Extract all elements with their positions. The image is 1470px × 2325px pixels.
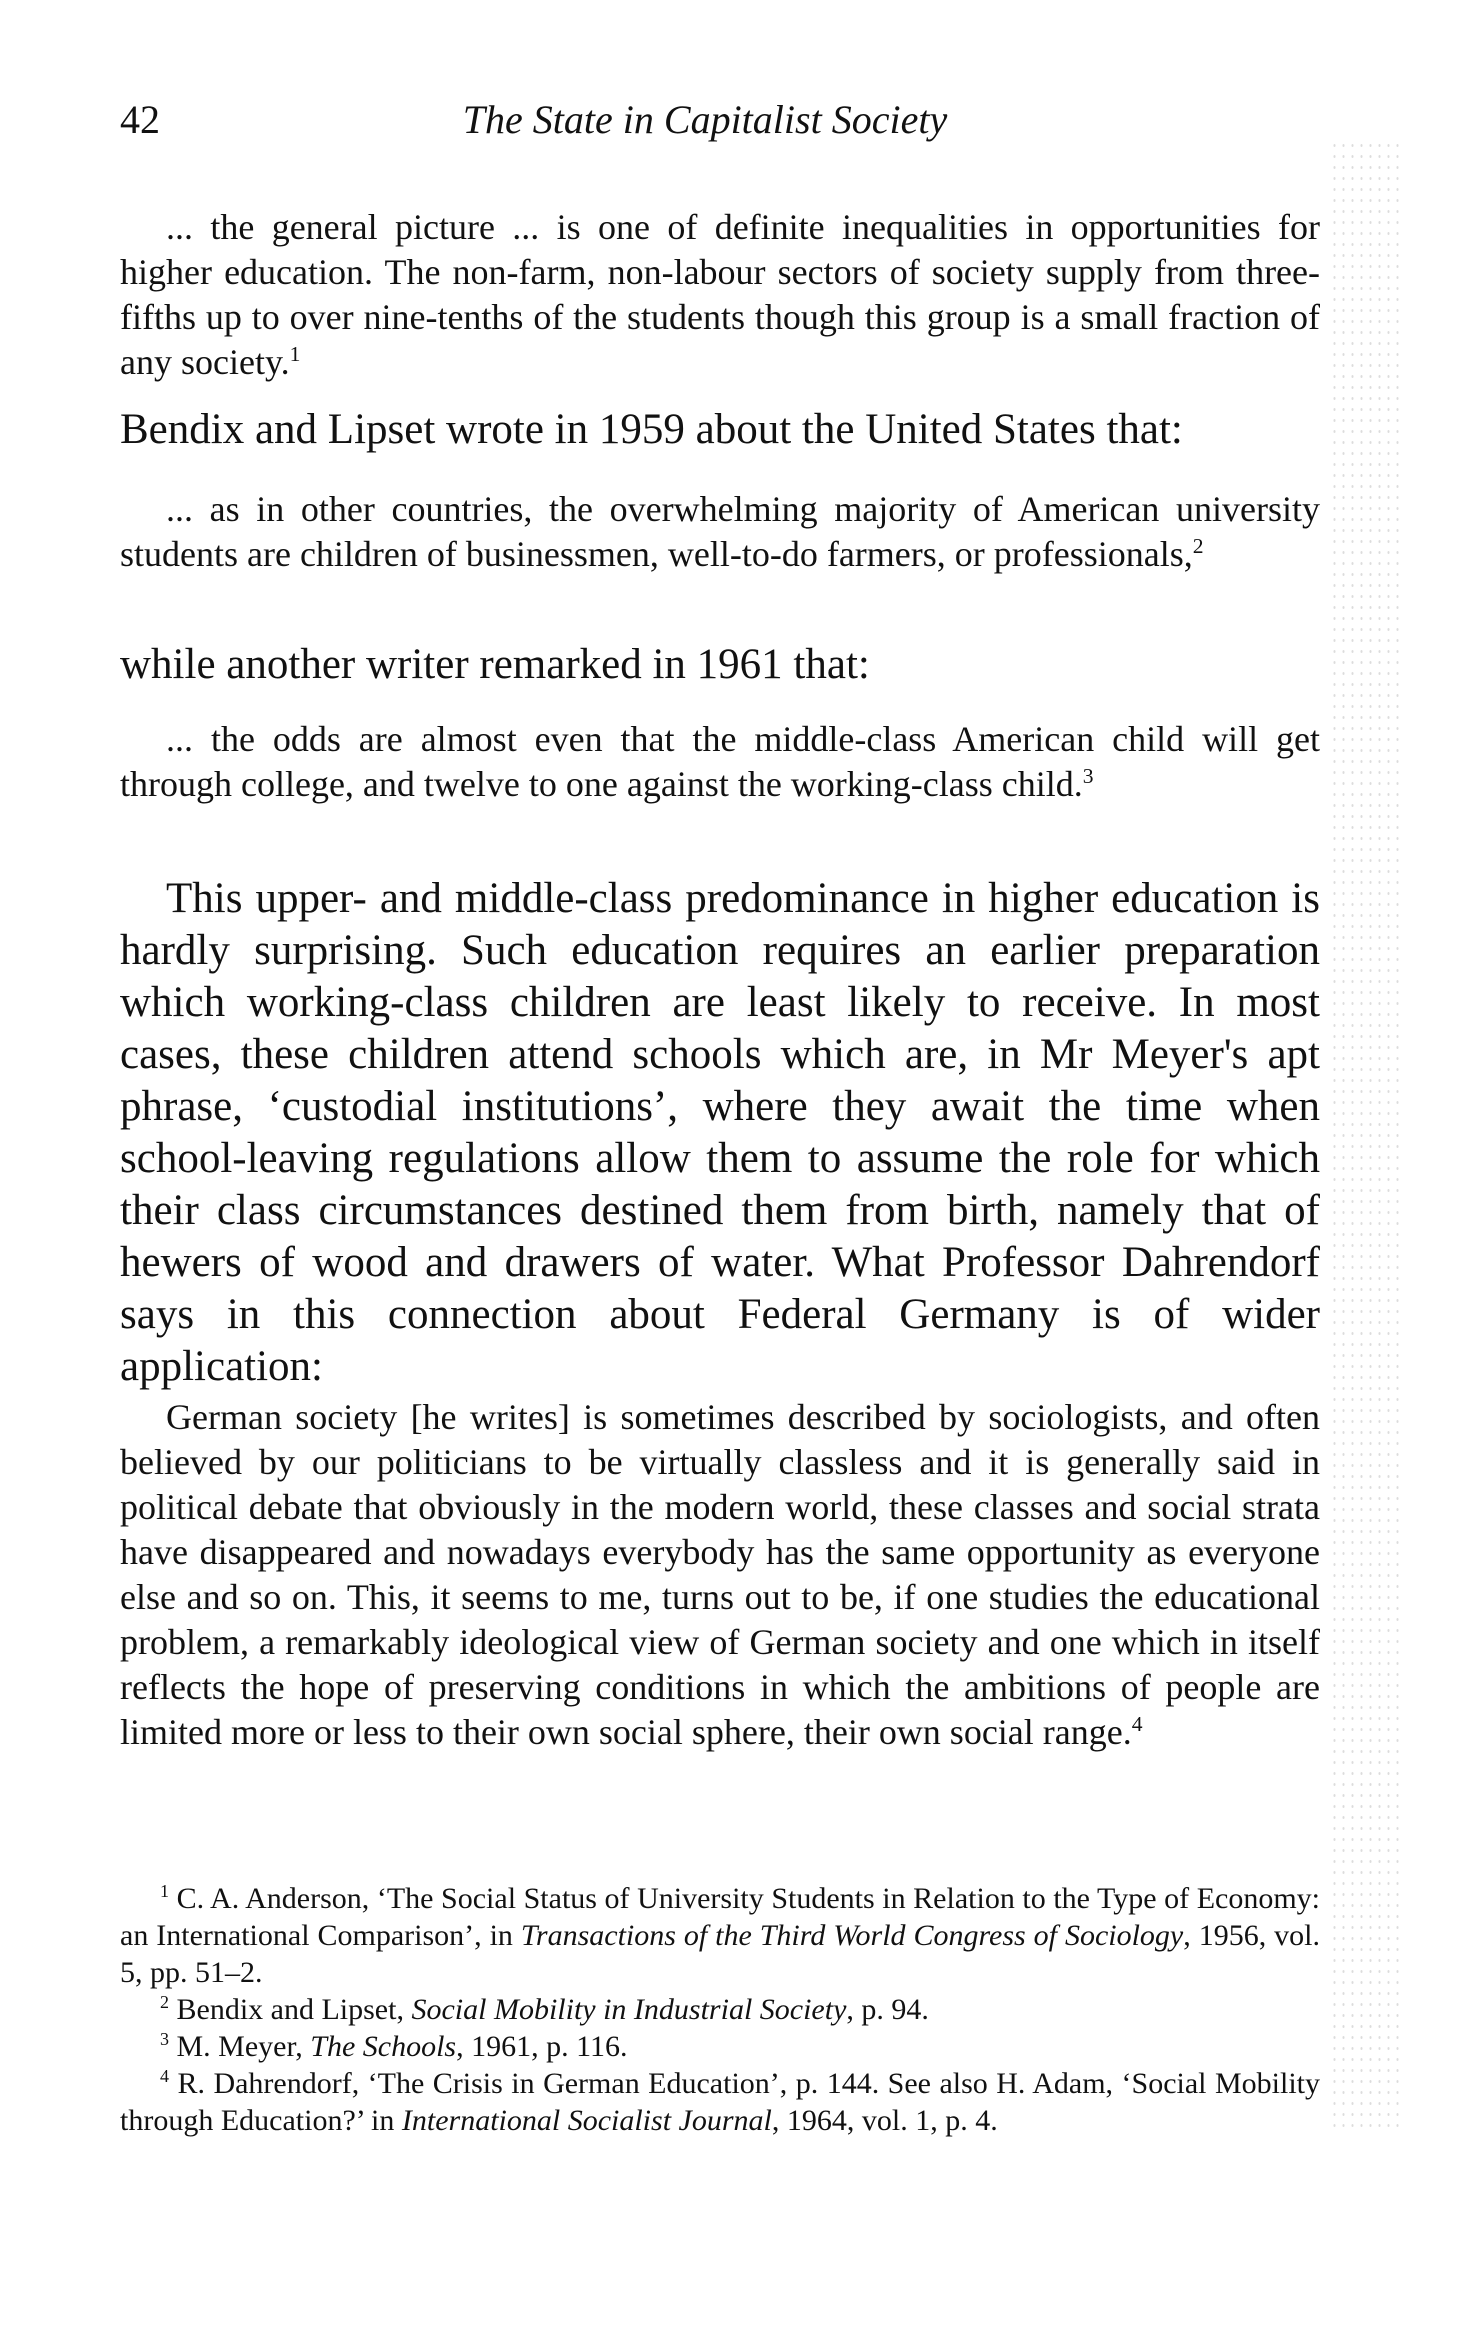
block-quote-2 (120, 487, 1320, 577)
footnotes (120, 1880, 1320, 2139)
footnote-2-pre: Bendix and Lipset, (176, 1993, 412, 2026)
footnote-2-post: , p. 94. (846, 1993, 929, 2026)
body-paragraph (120, 873, 1320, 1393)
footnote-3-number: 3 (160, 2029, 169, 2049)
block-quote-3 (120, 717, 1320, 807)
scan-noise-margin (1330, 140, 1400, 2130)
quote-2-text: ... as in other countries, the overwhelming majority of American university students are children of businessmen, well-to-do farmers, or professionals, (120, 489, 1320, 574)
footnote-3-italic: The Schools (310, 2030, 457, 2063)
footnote-1-italic: Transactions of the Third World Congress of Sociology (520, 1919, 1184, 1952)
footnote-3-post: , 1961, p. 116. (456, 2030, 628, 2063)
quote-3-text: ... the odds are almost even that the middle-class American child will get through college, and twelve to one against the working-class child. (120, 719, 1320, 804)
footnote-4-pre: R. Dahrendorf, ‘The Crisis in German Education’, p. 144. See also H. Adam, ‘Social Mobility through Education?’ in (120, 2067, 1320, 2137)
footnote-ref-2: 2 (1192, 534, 1204, 558)
footnote-ref-4: 4 (1131, 1712, 1143, 1736)
quote-1-text: ... the general picture ... is one of definite inequalities in opportunities for higher education. The non-farm, non-labour sectors of society supply from three-fifths up to over nine-tenths of the students though this group is a small fraction of any society. (120, 207, 1320, 382)
footnote-2 (120, 1991, 1320, 2028)
paragraph-text: This upper- and middle-class predominance in higher education is hardly surprising. Such education requires an earlier preparation which working-class children are least likely to receive. In most cases, these children attend schools which are, in Mr Meyer's apt phrase, ‘custodial institutions’, where they await the time when school-leaving regulations allow them to assume the role for which their class circumstances destined them from birth, namely that of hewers of wood and drawers of water. What Professor Dahrendorf says in this connection about Federal Germany is of wider application: (120, 875, 1320, 1390)
page-number: 42 (120, 97, 160, 142)
footnote-3 (120, 2028, 1320, 2065)
footnote-4-italic: International Socialist Journal (401, 2104, 772, 2137)
footnote-ref-3: 3 (1082, 764, 1094, 788)
footnote-4-post: , 1964, vol. 1, p. 4. (771, 2104, 998, 2137)
intro-line-1: Bendix and Lipset wrote in 1959 about the United States that: (120, 406, 1183, 453)
running-title: The State in Capitalist Society (462, 97, 948, 142)
footnote-1-number: 1 (160, 1881, 169, 1901)
intro-line-2: while another writer remarked in 1961 that: (120, 641, 870, 688)
footnote-1 (120, 1880, 1320, 1991)
block-quote-1 (120, 205, 1320, 385)
page-header (120, 96, 1350, 156)
footnote-3-pre: M. Meyer, (176, 2030, 311, 2063)
footnote-4-number: 4 (160, 2066, 169, 2086)
footnote-4 (120, 2065, 1320, 2139)
footnote-ref-1: 1 (289, 342, 301, 366)
quote-4-text: German society [he writes] is sometimes described by sociologists, and often believed by our politicians to be virtually classless and it is generally said in political debate that obviously in the modern world, these classes and social strata have disappeared and nowadays everybody has the same opportunity as everyone else and so on. This, it seems to me, turns out to be, if one studies the educational problem, a remarkably ideological view of German society and one which in itself reflects the hope of preserving conditions in which the ambitions of people are limited more or less to their own social sphere, their own social range. (120, 1397, 1320, 1752)
footnote-2-number: 2 (160, 1992, 169, 2012)
footnote-1-pre: C. A. Anderson, ‘The Social Status of University Students in Relation to the Type of Economy: an International Comparison’, in (120, 1882, 1321, 1952)
footnote-2-italic: Social Mobility in Industrial Society (411, 1993, 847, 2026)
footnote-1-post: , 1956, vol. 5, pp. 51–2. (120, 1919, 1320, 1989)
block-quote-4 (120, 1395, 1320, 1755)
